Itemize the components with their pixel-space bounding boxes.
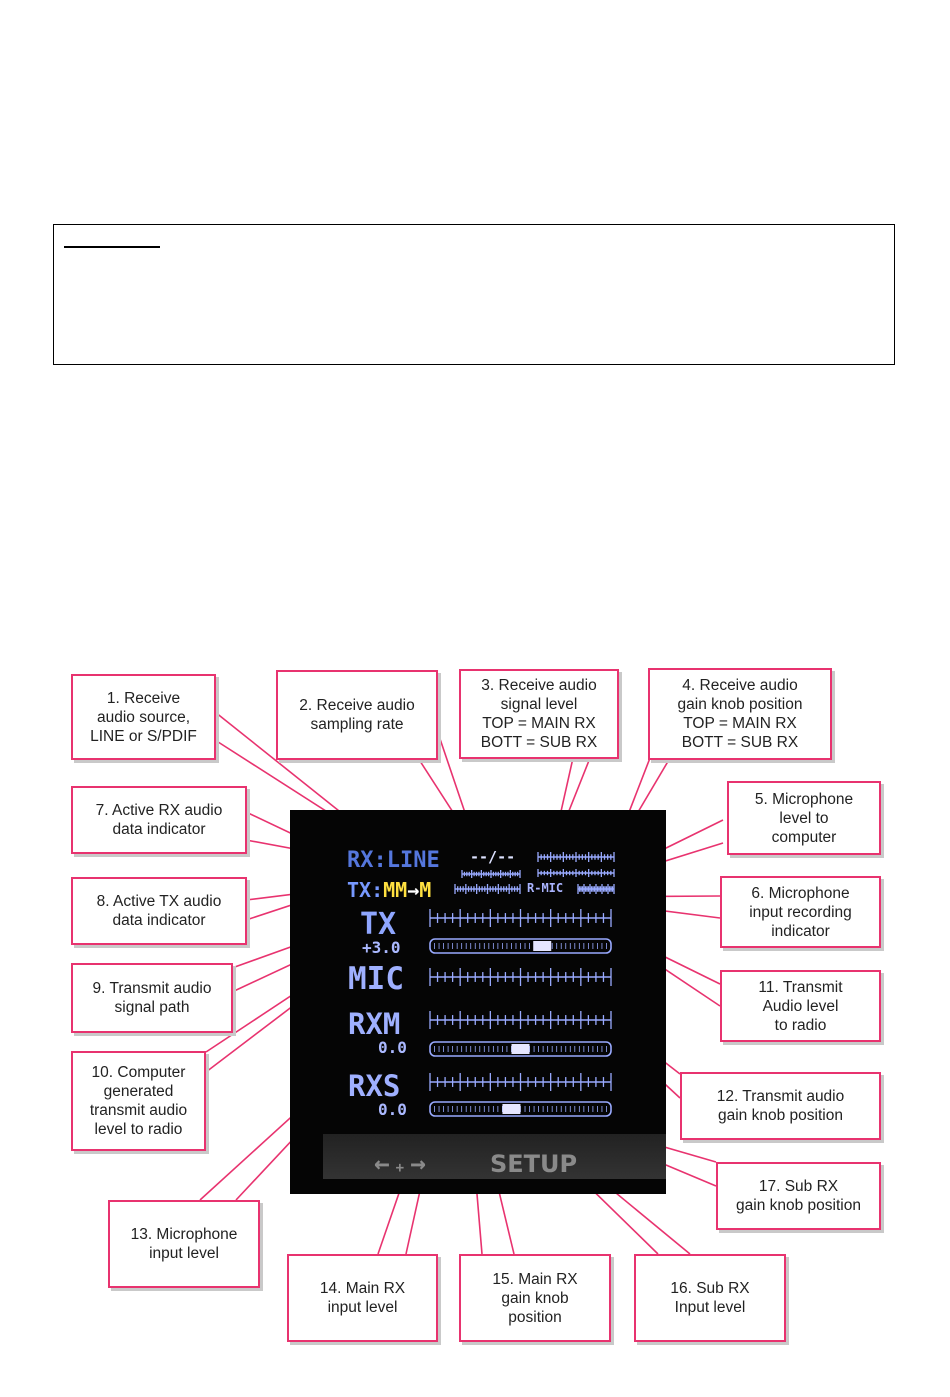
rxm-gain-value: 0.0 bbox=[378, 1038, 407, 1057]
tx-gain-value: +3.0 bbox=[362, 938, 401, 957]
nav-bar bbox=[374, 1151, 426, 1177]
nav-separator: + bbox=[395, 1160, 405, 1176]
rx-source: LINE bbox=[386, 848, 440, 873]
callout-16: 16. Sub RX Input level bbox=[634, 1254, 786, 1342]
callout-10: 10. Computer generated transmit audio level to radio bbox=[71, 1051, 206, 1151]
tx-gain-knob[interactable] bbox=[533, 941, 551, 951]
tx-dest: M bbox=[419, 878, 432, 902]
callout-9: 9. Transmit audio signal path bbox=[71, 963, 233, 1033]
tx-label: TX bbox=[360, 907, 397, 942]
callout-17: 17. Sub RX gain knob position bbox=[716, 1162, 881, 1230]
tx-path-readout bbox=[347, 880, 431, 900]
callout-4: 4. Receive audio gain knob position TOP = MAIN RX BOTT = SUB RX bbox=[648, 668, 832, 760]
callout-3: 3. Receive audio signal level TOP = MAIN RX BOTT = SUB RX bbox=[459, 669, 619, 759]
callout-8: 8. Active TX audio data indicator bbox=[71, 877, 247, 945]
rxs-gain-value: 0.0 bbox=[378, 1100, 407, 1119]
callout-14: 14. Main RX input level bbox=[287, 1254, 438, 1342]
tx-source: MM bbox=[383, 878, 408, 902]
tx-prefix: TX: bbox=[347, 878, 384, 902]
callout-5: 5. Microphone level to computer bbox=[727, 781, 881, 855]
rx-source-readout bbox=[347, 850, 440, 872]
setup-button[interactable]: SETUP bbox=[490, 1150, 578, 1178]
mic-label: MIC bbox=[348, 961, 404, 997]
rx-prefix: RX: bbox=[347, 848, 387, 873]
nav-right-icon[interactable]: → bbox=[410, 1149, 426, 1179]
callout-11: 11. Transmit Audio level to radio bbox=[720, 970, 881, 1042]
callout-7: 7. Active RX audio data indicator bbox=[71, 786, 247, 854]
callout-12: 12. Transmit audio gain knob position bbox=[680, 1072, 881, 1140]
callout-6: 6. Microphone input recording indicator bbox=[720, 876, 881, 948]
callout-15: 15. Main RX gain knob position bbox=[459, 1254, 611, 1342]
tx-arrow: → bbox=[407, 878, 420, 902]
rxs-label: RXS bbox=[348, 1069, 401, 1103]
nav-left-icon[interactable]: ← bbox=[374, 1149, 390, 1179]
sample-rate: --/-- bbox=[470, 848, 516, 866]
rxs-gain-knob[interactable] bbox=[502, 1104, 520, 1114]
mic-record-indicator: R-MIC bbox=[527, 881, 564, 895]
callout-2: 2. Receive audio sampling rate bbox=[276, 670, 438, 760]
callout-13: 13. Microphone input level bbox=[108, 1200, 260, 1288]
callout-1: 1. Receive audio source, LINE or S/PDIF bbox=[71, 674, 216, 760]
rxm-label: RXM bbox=[348, 1007, 401, 1041]
rxm-gain-knob[interactable] bbox=[512, 1044, 530, 1054]
